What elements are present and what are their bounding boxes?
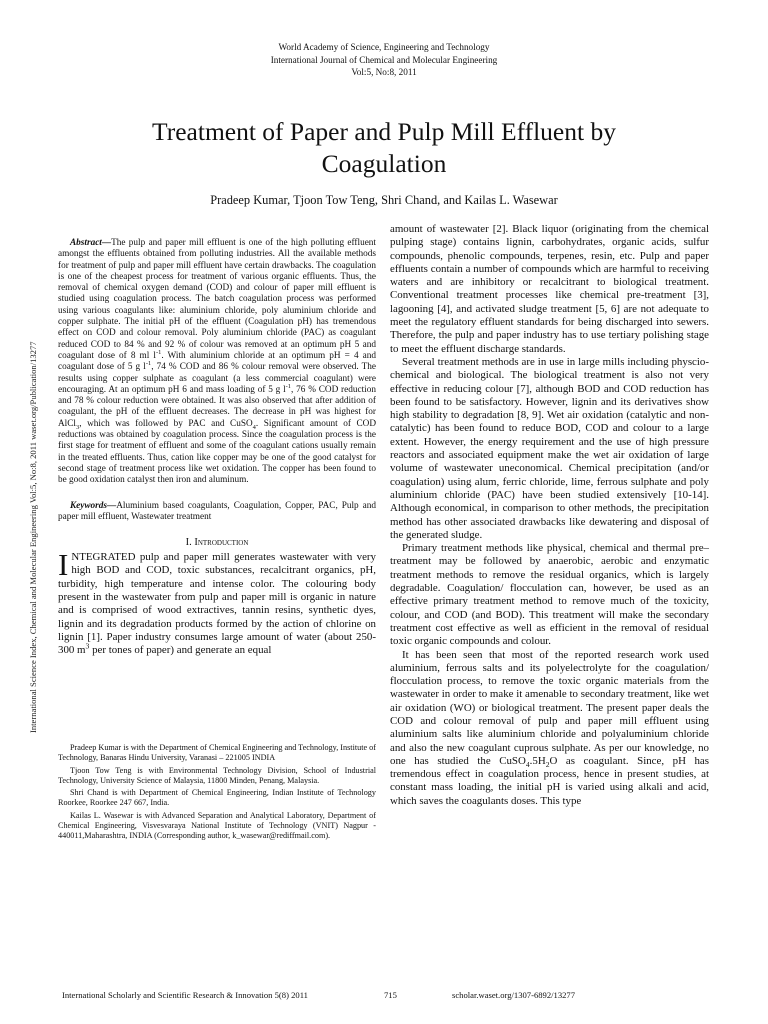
abstract-text-6: . Significant amount of COD reductions was obtained by coagulation process. Since the coagulation process is the first stage for treatment of effluent and some of the coagulant cations usually remain in the treated effluents. Thus, cation like copper may be one of the good catalyst for second stage of treatment process like wet oxidation. The copper has been found to be good oxidation catalyst then iron and aluminum. bbox=[58, 418, 377, 486]
footnote-author-4: Kailas L. Wasewar is with Advanced Separation and Analytical Laboratory, Department of Chemical Engineering, Visvesvaraya National Institute of Technology (VNIT) Nagpur - 440011,Maharashtra, INDIA (Corresponding author, k_wasewar@rediffmail.com). bbox=[58, 810, 376, 841]
abstract-label: Abstract bbox=[70, 238, 102, 248]
introduction-text-2: per tones of paper) and generate an equal bbox=[89, 644, 272, 657]
footnote-author-2: Tjoon Tow Teng is with Environmental Technology Division, School of Industrial Technology, University Science of Malaysia, 11800 Minden, Penang, Malaysia. bbox=[58, 765, 376, 785]
drop-cap: I bbox=[58, 547, 69, 583]
abstract-text-2: . With aluminium chloride at an optimum pH = 4 and coagulant dose of 5 g l bbox=[58, 350, 376, 373]
introduction-sup: 3 bbox=[85, 641, 90, 651]
abstract bbox=[58, 238, 376, 487]
journal-header bbox=[0, 41, 768, 79]
footnotes bbox=[58, 743, 376, 844]
keywords-label: Keywords bbox=[70, 500, 107, 511]
section-numeral: I. bbox=[185, 537, 192, 549]
footnote-author-3: Shri Chand is with Department of Chemical Engineering, Indian Institute of Technology Roorkee, Roorkee 247 667, India. bbox=[58, 788, 376, 808]
page-number: 715 bbox=[384, 990, 397, 1000]
right-column bbox=[390, 223, 709, 808]
right-paragraph-3: Primary treatment methods like physical, chemical and thermal pre–treatment may be followed by anaerobic, aerobic and enzymatic treatment methods to remove the residual organics, which is largely degradable. Coagulation/ flocculation can, however, be used as an effective primary treatment method to remove much of the toxicity, colour, and COD (and BOD). This treatment will make the secondary treatment cost effective as well as efficient in the removal of residual toxic organic compounds and colour. bbox=[390, 542, 709, 648]
abstract-sup-1: -1 bbox=[155, 348, 162, 356]
abstract-text-4: , 76 % COD reduction and 78 % colour reduction were obtained. It was also observed that after addition of coagulant, the pH of the effluent decreases. The decrease in pH was highest for AlCl bbox=[58, 384, 376, 429]
abstract-sup-3: -1 bbox=[285, 382, 292, 390]
right-paragraph-4-sub-2: 2 bbox=[545, 760, 550, 770]
paper-title bbox=[60, 116, 708, 180]
keywords-dash: — bbox=[107, 500, 117, 511]
journal-header-line-3: Vol:5, No:8, 2011 bbox=[351, 67, 417, 77]
introduction-text-1: NTEGRATED pulp and paper mill generates wastewater with very high BOD and COD, toxic substances, recalcitrant organics, pH, turbidity, high temperature and intense color. The colouring body present in the wastewater from pulp and paper mill is organic in nature and is comprised of wood extractives, tannin resins, synthetic dyes, lignin and its degradation products formed by the action of chlorine on lignin [1]. Paper industry consumes large amount of water (about 250-300 m bbox=[58, 551, 376, 657]
right-paragraph-1: amount of wastewater [2]. Black liquor (originating from the chemical pulping stage) contains lignin, carbohydrates, organic acids, sulfur compounds, phenolic compounds, terpenes, resin, etc. Pulp and paper effluents contain a number of compounds which are harmful to receiving waters and are inhibitory or recalcitrant to biological treatment. Conventional treatment processes like chemical pre-treatment [3], lagooning [4], and activated sludge treatment [5, 6] are not adequate to meet the regulatory effluent standards for being discharged into sewers. Therefore, the pulp and paper industry has to use tertiary polishing stage to meet the effluent discharge standards. bbox=[390, 223, 709, 355]
abstract-text-1: The pulp and paper mill effluent is one of the high polluting effluent amongst the effluents obtained from polluting industries. All the available methods for treatment of pulp and paper mill effluent have certain drawbacks. The coagulation is one of the cheapest process for treatment of various organic effluents. Thus, the removal of chemical oxygen demand (COD) and colour of paper mill effluent is studied using coagulation process. The batch coagulation process was performed using various coagulants like: aluminium chloride, poly aluminium chloride and copper sulphate. The initial pH of the effluent (Coagulation pH) has tremendous effect on COD and colour removal. Poly aluminium chloride (PAC) as coagulant reduced COD to 84 % and 92 % of colour was removed at an optimum pH 5 and coagulant dose of 8 ml l bbox=[58, 238, 376, 361]
side-watermark: International Science Index, Chemical and Molecular Engineering Vol:5, No:8, 2011 waset.org/Publication/13277 bbox=[28, 341, 38, 733]
footer-publisher: International Scholarly and Scientific Research & Innovation 5(8) 2011 bbox=[62, 990, 308, 1000]
right-paragraph-4-text-3: O as coagulant. Since, pH has tremendous effect in coagulation process, hence in present studies, at constant mass loading, the initial pH is varied using alkali and acid, which saves the coagulants doses. This type bbox=[390, 754, 710, 807]
left-column bbox=[58, 238, 376, 658]
journal-header-line-1: World Academy of Science, Engineering and Technology bbox=[278, 42, 490, 52]
author-list: Pradeep Kumar, Tjoon Tow Teng, Shri Chand, and Kailas L. Wasewar bbox=[210, 193, 558, 207]
journal-header-line-2: International Journal of Chemical and Molecular Engineering bbox=[270, 54, 498, 65]
section-title: Introduction bbox=[194, 537, 249, 549]
abstract-sup-2: -1 bbox=[145, 360, 152, 368]
right-paragraph-4 bbox=[390, 649, 709, 809]
abstract-text-3: , 74 % COD and 86 % colour removal were observed. The results using copper sulphate as coagulant (a less commercial coagulant) were encouraging. At an optimum pH 6 and mass loading of 5 g l bbox=[58, 362, 377, 395]
right-paragraph-2: Several treatment methods are in use in large mills including physcio-chemical and biological. The biological treatment is also not very effective in reducing colour [7], although BOD and COD reduction has been found to be satisfactory. However, lignin and its derivatives show high stability to degradation [8, 9]. Wet air oxidation (catalytic and non-catalytic) has been found to reduce BOD, COD and colour to a large extent. However, the energy requirement and the use of high pressure reactors and associated equipment make the wet air oxidation of large volume of wastewater uneconomical. Chemical precipitation (and/or coagulation) using alum, ferric chloride, lime, ferrous sulphate and poly aluminium chloride (PAC) have been studied extensively [10-14]. Although economical, in comparison to other methods, the precipitation method has other associated drawbacks like dewatering and disposal of the generated sludge. bbox=[390, 355, 709, 541]
page-footer bbox=[0, 990, 768, 1002]
introduction-paragraph bbox=[58, 547, 376, 657]
right-paragraph-4-text-2: .5H bbox=[529, 754, 546, 767]
abstract-sub-2: 4 bbox=[252, 423, 256, 431]
abstract-sub-1: 3 bbox=[76, 423, 80, 431]
right-paragraph-4-sub-1: 4 bbox=[525, 760, 530, 770]
section-heading-introduction bbox=[58, 537, 376, 549]
paper-title-line-1: Treatment of Paper and Pulp Mill Effluent by bbox=[152, 117, 616, 146]
abstract-dash: — bbox=[101, 238, 112, 248]
keywords bbox=[58, 501, 376, 524]
keywords-text: Aluminium based coagulants, Coagulation, Copper, PAC, Pulp and paper mill effluent, Wastewater treatment bbox=[58, 500, 376, 522]
footer-url[interactable]: scholar.waset.org/1307-6892/13277 bbox=[452, 990, 576, 1000]
right-paragraph-4-text-1: It has been seen that most of the reported research work used aluminium, ferrous salts and its polyelectrolyte for the coagulation/ flocculation process, to remove the toxic organic materials from the wastewater in order to make it amenable to secondary treatment, like wet air oxidation (WO) or biological treatment. The present paper deals the COD and colour removal of pulp and paper mill effluent using aluminium salts like aluminium chloride and polyaluminium chloride and also the new coagulant cuprous sulphate. As per our knowledge, no one has studied the CuSO bbox=[390, 648, 709, 767]
footnote-author-1: Pradeep Kumar is with the Department of Chemical Engineering and Technology, Institute of Technology, Banaras Hindu University, Varanasi – 221005 INDIA bbox=[58, 743, 376, 763]
paper-title-line-2: Coagulation bbox=[321, 149, 447, 178]
abstract-text-5: , which was followed by PAC and CuSO bbox=[79, 418, 253, 429]
